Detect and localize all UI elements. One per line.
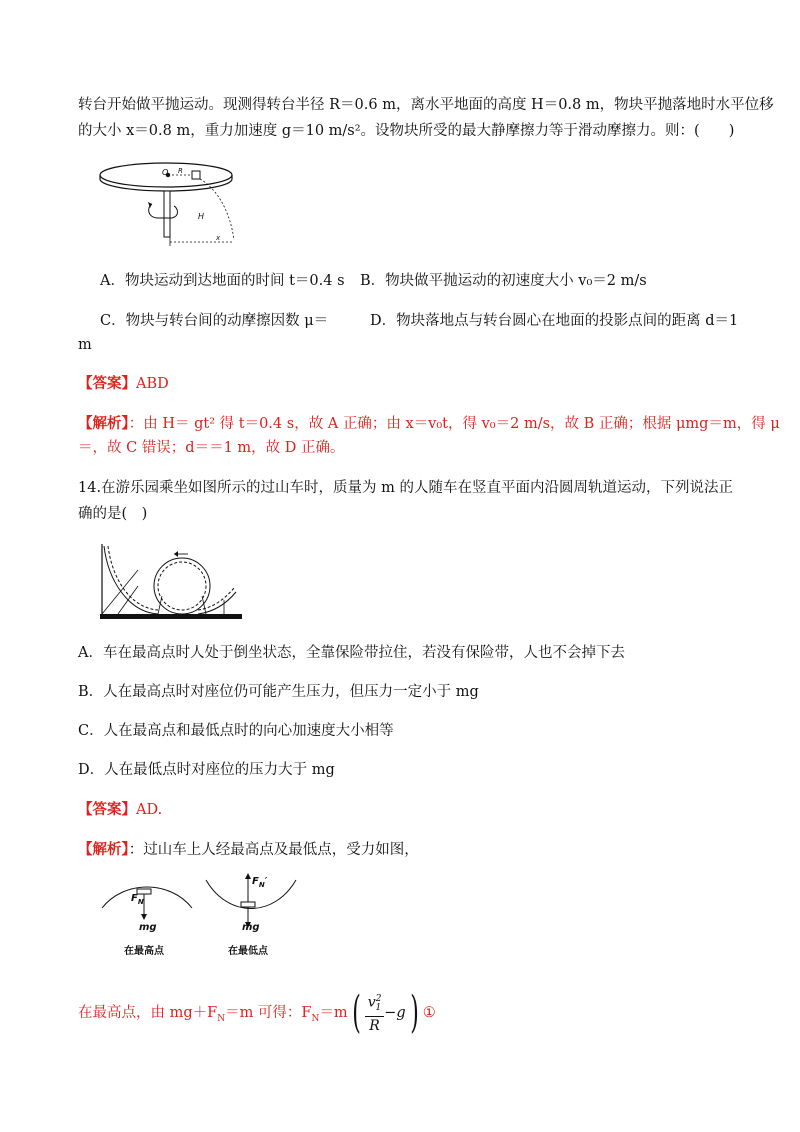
q14-stem-line2: 确的是( ) (78, 506, 148, 522)
eq-equals: ＝m (319, 1005, 348, 1021)
top-weight-label: mg (139, 922, 157, 933)
eq-num-sub: 1 (375, 1003, 382, 1014)
q13-analysis-tag: 【解析】 (78, 415, 129, 432)
height-label: H (198, 212, 205, 221)
radius-label: R (178, 167, 183, 175)
eq-sub: N (217, 1013, 226, 1024)
eq-num-sup: 2 (375, 993, 382, 1004)
q14-analysis-tag: 【解析】 (78, 841, 129, 858)
q14-option-d: D．人在最低点时对座位的压力大于 mg (78, 762, 335, 778)
top-force-sub: N (137, 898, 144, 906)
q13-stem-line2: 的大小 x＝0.8 m，重力加速度 g＝10 m/s²。设物块所受的最大静摩擦力等于滑动摩擦力。则：( ) (78, 123, 735, 139)
top-force-label: F (131, 893, 138, 904)
q14-answer: AD. (136, 802, 163, 818)
roller-coaster-figure (98, 540, 244, 624)
top-caption: 在最高点 (124, 946, 164, 957)
q14-option-b: B．人在最高点时对座位仍可能产生压力，但压力一定小于 mg (78, 684, 479, 700)
displacement-label: x (216, 234, 221, 242)
turntable-figure (98, 160, 246, 252)
center-label: O (162, 168, 169, 177)
eq-den: R (369, 1018, 380, 1035)
q14-answer-tag: 【答案】 (78, 801, 136, 818)
q14-analysis-text: ：过山车上人经最高点及最低点，受力如图， (128, 842, 419, 858)
q13-option-d: D．物块落地点与转台圆心在地面的投影点间的距离 d＝1 (370, 313, 739, 329)
q13-option-a: A．物块运动到达地面的时间 t＝0.4 s (100, 273, 345, 289)
q13-stem-line1: 转台开始做平抛运动。现测得转台半径 R＝0.6 m，离水平地面的高度 H＝0.8 m，物块平抛落地时水平位移 (78, 97, 774, 113)
bottom-force-label: F (252, 876, 259, 887)
bottom-caption: 在最低点 (228, 946, 268, 957)
q13-analysis-line1: ：由 H＝ gt² 得 t＝0.4 s，故 A 正确；由 x＝v₀t，得 v₀＝2 m/s，故 B 正确；根据 μmg＝m，得 μ (128, 416, 780, 432)
eq-num: v (367, 994, 376, 1011)
q14-option-a: A．车在最高点时人处于倒坐状态，全靠保险带拉住，若没有保险带，人也不会掉下去 (78, 645, 625, 661)
bottom-force-prime: ′ (264, 876, 268, 887)
bottom-weight-label: mg (242, 922, 260, 933)
eq-minus-g: −g (384, 1005, 406, 1021)
q13-answer: ABD (136, 376, 169, 392)
eq-middle: ＝m 可得：F (225, 1005, 312, 1021)
q14-option-c: C．人在最高点和最低点时的向心加速度大小相等 (78, 723, 394, 739)
q13-option-c: C．物块与转台间的动摩擦因数 μ＝ (100, 313, 329, 329)
q13-answer-tag: 【答案】 (78, 375, 136, 392)
q14-equation: 在最高点，由 $mg+F_N=m$ 可得：$F_N=m$( $\frac{v^2_1}{R}$ −g) ① (78, 987, 436, 1038)
q13-option-d-cont: m (78, 337, 92, 353)
eq-sub2: N (311, 1013, 320, 1024)
q13-option-b: B．物块做平抛运动的初速度大小 v₀＝2 m/s (360, 273, 647, 289)
q14-stem-line1: 14.在游乐园乘坐如图所示的过山车时，质量为 m 的人随车在竖直平面内沿圆周轨道运动，下列说法正 (78, 480, 734, 496)
q13-analysis-line2: ＝，故 C 错误；d＝＝1 m，故 D 正确。 (78, 440, 345, 456)
eq-prefix: 在最高点，由 mg＋F (78, 1005, 218, 1021)
eq-marker: ① (422, 1005, 436, 1021)
bottom-force-sub: N (258, 881, 265, 889)
